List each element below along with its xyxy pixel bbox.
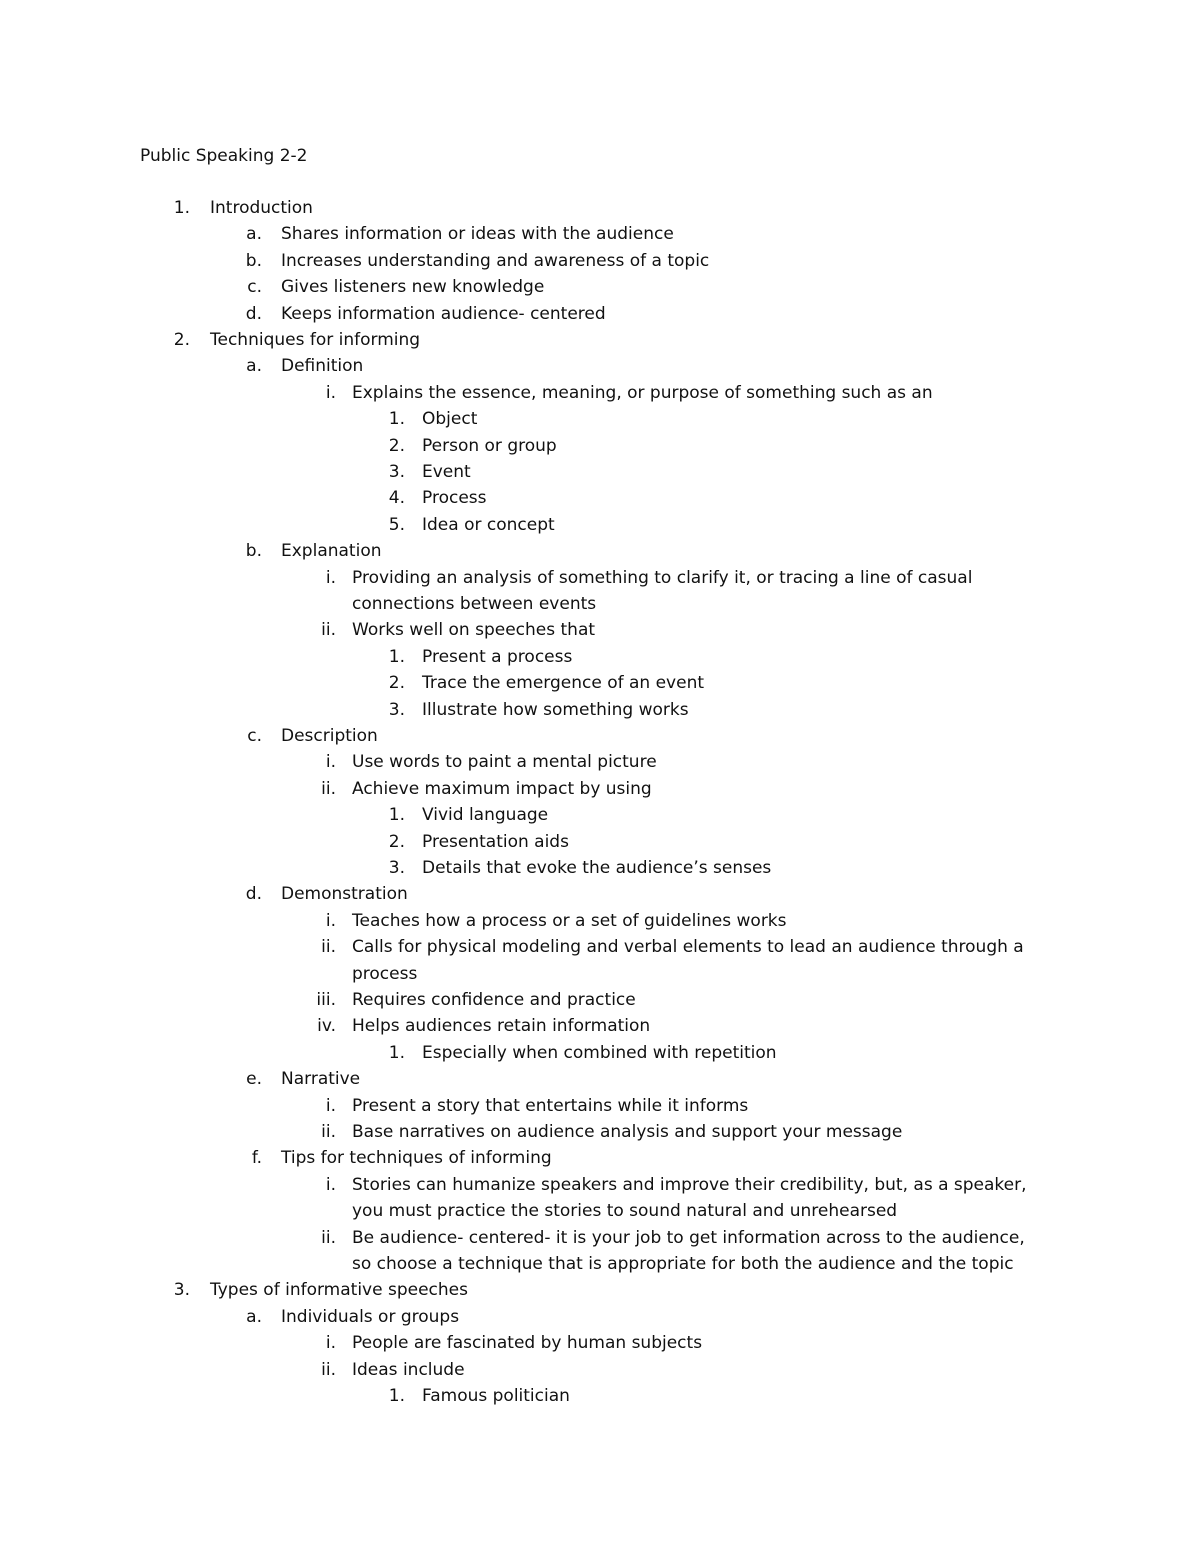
outline-marker: 1. [388,409,405,430]
outline-item-level-4 [0,433,1200,459]
outline-item-level-1 [0,1277,1200,1303]
outline-item-level-4 [0,644,1200,670]
outline-marker: 5. [388,514,405,535]
outline-item-level-3 [0,565,1200,591]
outline-marker: b. [245,250,262,271]
outline-item-level-3 [0,776,1200,802]
outline-item-level-2 [0,248,1200,274]
outline-marker: 2. [388,435,405,456]
outline-item-level-2 [0,221,1200,247]
outline-text: Trace the emergence of an event [422,673,705,694]
outline-text: Details that evoke the audience’s senses [422,858,772,878]
outline-marker: f. [251,1148,262,1169]
outline-item-level-3 [0,934,1200,960]
outline-text: Calls for physical modeling and verbal elements to lead an audience through a [352,937,1024,958]
outline-marker: 2. [173,330,190,350]
outline-text: connections between events [352,594,597,614]
outline-item-level-3 [0,380,1200,406]
outline-text: Keeps information audience- centered [281,303,606,324]
outline-marker: b. [245,541,262,562]
outline-text: Teaches how a process or a set of guidelines works [352,910,787,931]
outline-text: People are fascinated by human subjects [352,1333,703,1354]
outline-item-level-2 [0,538,1200,564]
outline-marker: 2. [388,673,405,694]
outline-item-level-3 [0,1357,1200,1383]
outline-text: Tips for techniques of informing [281,1148,552,1169]
outline-item-level-4 [0,1040,1200,1066]
outline-item-level-2 [0,1145,1200,1171]
outline-marker: i. [325,1333,336,1354]
outline-marker: 1. [388,646,405,667]
outline-marker: e. [246,1069,262,1090]
outline-item-level-3 [0,908,1200,934]
outline-item-level-2 [0,274,1200,300]
outline-item-level-4 [0,697,1200,723]
outline-text: Illustrate how something works [422,699,689,720]
outline-marker: 1. [388,805,405,826]
outline-item-level-2 [0,353,1200,379]
outline-text: so choose a technique that is appropriate for both the audience and the topic [352,1254,1014,1274]
outline-marker: i. [325,382,336,403]
outline-marker: d. [245,884,262,905]
outline-marker: 3. [173,1280,190,1301]
outline-item-level-1 [0,195,1200,221]
outline-item-level-3 [0,1093,1200,1119]
outline-item-level-3 [0,961,1200,987]
outline-text: Ideas include [352,1359,465,1380]
outline-text: Especially when combined with repetition [422,1042,777,1063]
outline-text: Providing an analysis of something to clarify it, or tracing a line of casual [352,567,973,588]
outline-marker: 1. [388,1042,405,1063]
outline-text: Stories can humanize speakers and improve their credibility, but, as a speaker, [352,1174,1027,1195]
outline-marker: c. [247,726,262,746]
outline-item-level-2 [0,723,1200,749]
outline-text: Present a process [422,646,573,667]
outline-marker: 1. [173,198,190,218]
outline-text: Narrative [281,1069,361,1090]
outline-text: Idea or concept [422,514,555,535]
outline-item-level-4 [0,670,1200,696]
outline-item-level-2 [0,301,1200,327]
outline-marker: ii. [321,778,336,799]
outline-text: Base narratives on audience analysis and support your message [352,1122,903,1142]
outline-marker: iii. [316,990,336,1010]
outline-item-level-4 [0,802,1200,828]
outline-item-level-3 [0,987,1200,1013]
outline-text: process [352,963,418,984]
outline-text: Person or group [422,435,557,456]
outline-marker: ii. [321,1122,336,1142]
outline-text: Types of informative speeches [210,1280,468,1301]
outline-text: Explains the essence, meaning, or purpose of something such as an [352,382,933,403]
outline-item-level-2 [0,881,1200,907]
outline-text: Present a story that entertains while it informs [352,1095,749,1116]
outline-text: Increases understanding and awareness of a topic [281,250,710,271]
outline-marker: a. [246,356,262,377]
outline-text: Famous politician [422,1386,570,1406]
outline-text: Event [422,462,471,482]
document-title: Public Speaking 2-2 [140,146,308,166]
outline-item-level-3 [0,1013,1200,1039]
outline-item-level-4 [0,829,1200,855]
outline-marker: i. [325,1095,336,1116]
outline-marker: a. [246,224,262,245]
outline-marker: i. [325,1174,336,1195]
outline-item-level-4 [0,512,1200,538]
outline-marker: 3. [388,858,405,878]
outline-text: Introduction [210,198,313,218]
outline-marker: i. [325,910,336,931]
outline-item-level-4 [0,1383,1200,1409]
outline-item-level-3 [0,591,1200,617]
outline-marker: d. [245,303,262,324]
outline-text: Presentation aids [422,831,569,852]
outline-marker: ii. [321,937,336,958]
outline-text: Works well on speeches that [352,620,596,641]
outline-text: Requires confidence and practice [352,990,636,1010]
outline-text: Description [281,726,378,746]
outline-marker: iv. [317,1016,336,1037]
outline-text: Individuals or groups [281,1306,460,1327]
outline-marker: 3. [388,462,405,482]
outline-text: Use words to paint a mental picture [352,752,657,773]
outline-text: Achieve maximum impact by using [352,778,652,799]
outline-item-level-2 [0,1066,1200,1092]
outline-text: Gives listeners new knowledge [281,277,545,298]
outline-marker: i. [325,567,336,588]
outline-item-level-3 [0,1119,1200,1145]
outline-text: you must practice the stories to sound natural and unrehearsed [352,1201,898,1222]
outline-marker: i. [325,752,336,773]
outline-marker: ii. [321,1227,336,1248]
outline-item-level-4 [0,406,1200,432]
outline-item-level-3 [0,749,1200,775]
outline-marker: 3. [388,699,405,720]
outline-item-level-3 [0,1251,1200,1277]
outline-text: Techniques for informing [210,330,421,350]
outline-item-level-3 [0,1330,1200,1356]
outline-item-level-2 [0,1304,1200,1330]
outline-item-level-1 [0,327,1200,353]
outline-marker: ii. [321,1359,336,1380]
outline-item-level-4 [0,459,1200,485]
outline-marker: 1. [388,1386,405,1406]
outline-text: Helps audiences retain information [352,1016,651,1037]
outline-text: Shares information or ideas with the audience [281,224,674,245]
outline-marker: c. [247,277,262,298]
outline-marker: a. [246,1306,262,1327]
outline-item-level-3 [0,1172,1200,1198]
outline-text: Process [422,488,487,509]
outline-text: Demonstration [281,884,408,905]
outline-item-level-3 [0,1198,1200,1224]
outline-text: Object [422,409,478,430]
outline-text: Be audience- centered- it is your job to get information across to the audience, [352,1227,1025,1248]
outline-item-level-4 [0,855,1200,881]
outline-item-level-4 [0,485,1200,511]
outline-text: Definition [281,356,364,377]
outline-item-level-3 [0,617,1200,643]
outline-item-level-3 [0,1225,1200,1251]
outline-text: Vivid language [422,805,549,826]
outline-marker: ii. [321,620,336,641]
outline-text: Explanation [281,541,382,562]
outline-marker: 2. [388,831,405,852]
outline-marker: 4. [388,488,405,509]
